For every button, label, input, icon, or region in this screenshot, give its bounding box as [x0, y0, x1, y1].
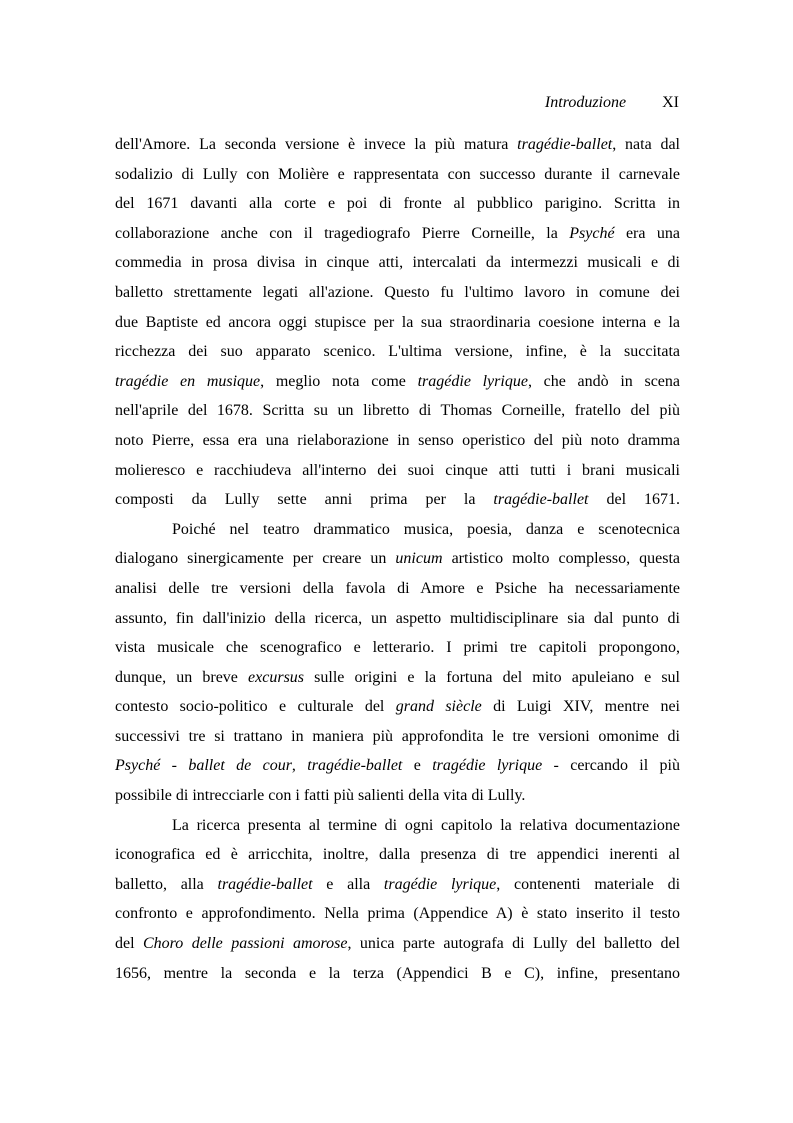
italic-term: tragédie-ballet [307, 757, 403, 775]
text-run: , [291, 757, 308, 775]
text-run: ricchezza dei suo apparato scenico. L'ultima versione, infine, è la succitata [115, 343, 680, 361]
text-line [115, 781, 680, 811]
text-line [115, 189, 680, 219]
text-run: dunque, un breve [115, 668, 249, 686]
text-run: sodalizio di Lully con Molière e rappresentata con successo durante il carnevale [115, 165, 680, 183]
text-run: nell'aprile del 1678. Scritta su un libretto di Thomas Corneille, fratello del più [115, 402, 680, 420]
text-line [115, 396, 680, 426]
text-run: del [115, 935, 143, 953]
section-title: Introduzione [544, 94, 627, 111]
text-line [115, 811, 680, 841]
text-run: dell'Amore. La seconda versione è invece la più matura [115, 136, 518, 153]
text-run: e alla [312, 875, 384, 893]
italic-term: excursus [248, 668, 305, 686]
text-line [115, 751, 680, 781]
text-run: , contenenti materiale di [496, 875, 681, 893]
text-run: , nata dal [612, 136, 680, 153]
text-run: del 1671 davanti alla corte e poi di fronte al pubblico parigino. Scritta in [115, 195, 680, 213]
italic-term: tragédie en musique [115, 372, 261, 390]
paragraph [115, 130, 680, 515]
text-line [115, 633, 680, 663]
running-header [545, 94, 679, 112]
text-line [115, 367, 680, 397]
text-run: e [402, 757, 433, 775]
text-line [115, 160, 680, 190]
text-line [115, 219, 680, 249]
text-line [115, 663, 680, 693]
text-run: - cercando il più [542, 757, 681, 775]
italic-term: tragédie-ballet [493, 491, 589, 509]
text-run: , unica parte autografa di Lully del balletto del [347, 935, 680, 953]
text-run: collaborazione anche con il tragediografo Pierre Corneille, la [115, 224, 570, 242]
text-run: commedia in prosa divisa in cinque atti, intercalati da intermezzi musicali e di [115, 254, 680, 272]
text-line [115, 959, 680, 989]
text-run: dialogano sinergicamente per creare un [115, 550, 396, 568]
text-run: vista musicale che scenografico e letterario. I primi tre capitoli propongono, [115, 639, 680, 657]
text-run: assunto, fin dall'inizio della ricerca, un aspetto multidisciplinare sia dal punto di [115, 609, 680, 627]
text-line [115, 840, 680, 870]
text-line [115, 722, 680, 752]
text-line [115, 574, 680, 604]
italic-term: tragédie lyrique [417, 372, 528, 390]
text-line [115, 426, 680, 456]
italic-term: tragédie lyrique [383, 875, 497, 893]
text-run: contesto socio-politico e culturale del [115, 698, 396, 716]
text-line [115, 870, 680, 900]
body-text [115, 130, 680, 988]
text-line [115, 308, 680, 338]
italic-term: tragédie lyrique [432, 757, 543, 775]
text-line [115, 337, 680, 367]
text-run: di Luigi XIV, mentre nei [481, 698, 681, 716]
text-run: artistico molto complesso, questa [442, 550, 681, 568]
text-run: balletto, alla [115, 875, 218, 893]
text-run: iconografica ed è arricchita, inoltre, dalla presenza di tre appendici inerenti al [115, 846, 680, 864]
text-line [115, 544, 680, 574]
italic-term: Psyché [569, 224, 615, 242]
text-run: composti da Lully sette anni prima per la [115, 491, 494, 509]
text-line [115, 485, 680, 515]
text-line [115, 929, 680, 959]
text-run: del 1671. [588, 491, 680, 509]
text-run: successivi tre si trattano in maniera più approfondita le tre versioni omonime di [115, 727, 680, 745]
text-line [115, 515, 680, 545]
text-line [115, 248, 680, 278]
italic-term: unicum [395, 550, 443, 568]
paragraph [115, 515, 680, 811]
italic-term: Psyché - ballet de cour [115, 757, 292, 775]
text-run: molieresco e racchiudeva all'interno dei suoi cinque atti tutti i brani musicali [115, 461, 680, 479]
italic-term: tragédie-ballet [217, 875, 313, 893]
text-run: balletto strettamente legati all'azione. Questo fu l'ultimo lavoro in comune dei [115, 283, 680, 301]
text-run: Poiché nel teatro drammatico musica, poesia, danza e scenotecnica [172, 520, 680, 538]
text-run: analisi delle tre versioni della favola di Amore e Psiche ha necessariamente [115, 579, 680, 597]
italic-term: grand siècle [395, 698, 482, 716]
text-run: , che andò in scena [527, 372, 681, 390]
text-run: noto Pierre, essa era una rielaborazione in senso operistico del più noto dramma [115, 431, 680, 449]
text-run: possibile di intrecciarle con i fatti più salienti della vita di Lully. [115, 787, 526, 805]
page-number: XI [662, 94, 679, 111]
italic-term: tragédie-ballet [517, 136, 613, 153]
text-line [115, 278, 680, 308]
text-run: La ricerca presenta al termine di ogni capitolo la relativa documentazione [172, 816, 680, 834]
text-line [115, 130, 680, 160]
italic-term: Choro delle passioni amorose [142, 935, 348, 953]
text-run: , meglio nota come [260, 372, 418, 390]
text-line [115, 604, 680, 634]
text-run: due Baptiste ed ancora oggi stupisce per la sua straordinaria coesione interna e la [115, 313, 680, 331]
text-run: confronto e approfondimento. Nella prima (Appendice A) è stato inserito il testo [115, 905, 680, 923]
paragraph [115, 811, 680, 989]
text-run: sulle origini e la fortuna del mito apuleiano e sul [304, 668, 680, 686]
text-line [115, 692, 680, 722]
text-line [115, 899, 680, 929]
text-line [115, 456, 680, 486]
text-run: 1656, mentre la seconda e la terza (Appendici B e C), infine, presentano [115, 964, 680, 982]
text-run: era una [614, 224, 681, 242]
